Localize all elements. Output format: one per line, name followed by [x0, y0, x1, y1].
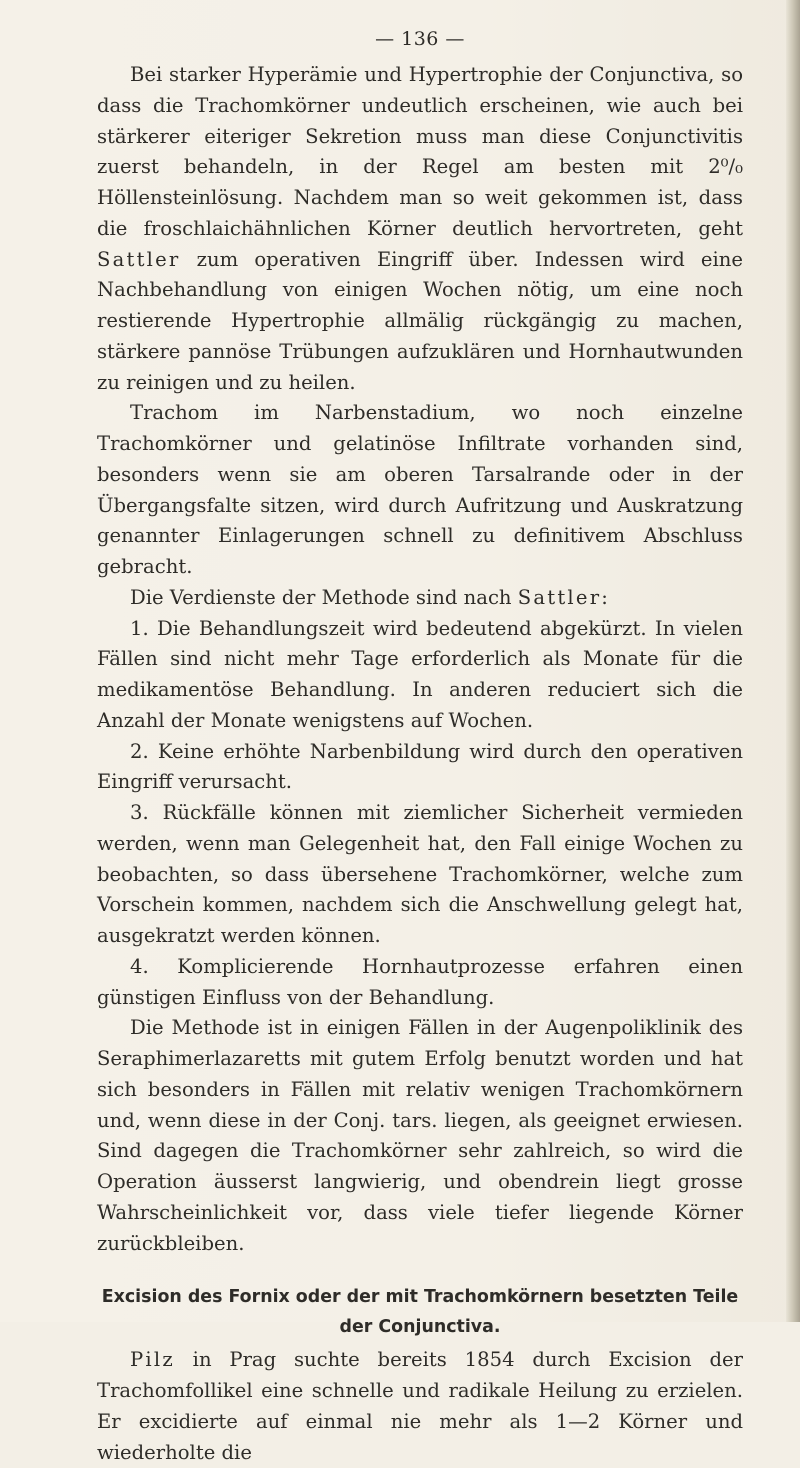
- author-name-pilz: Pilz: [130, 1348, 175, 1372]
- paragraph-pilz: [97, 1345, 743, 1468]
- paragraph-4-text: Die Verdienste der Methode sind nach: [130, 585, 512, 609]
- page-edge: [786, 0, 800, 1322]
- list-item-4: 4. Komplicierende Hornhautprozesse erfahren einen günstigen Einfluss von der Behandlung.: [97, 954, 743, 1009]
- paragraph-pilz-text: in Prag suchte bereits 1854 durch Excision der Trachomfollikel eine schnelle und radikale Heilung zu erzielen. Er excidierte auf einmal nie mehr als 1—2 Körner und wiederholte die: [97, 1348, 743, 1464]
- section-heading: Excision des Fornix oder der mit Trachomkörnern besetzten Teile der Conjunctiva.: [101, 1287, 739, 1338]
- page-content: [97, 24, 743, 1468]
- paragraph-1: [97, 60, 743, 398]
- colon: :: [601, 585, 608, 609]
- paragraph-2-text: zum operativen Eingriff über. Indessen wird eine Nachbehandlung von einigen Wochen nötig, um eine noch restierende Hypertrophie allmälig rückgängig zu machen, stärkere pannöse Trübungen aufzuklären und Hornhautwunden zu reinigen und zu heilen.: [97, 247, 743, 394]
- page-number: — 136 —: [375, 28, 465, 50]
- list-item-2: 2. Keine erhöhte Narbenbildung wird durch den operativen Eingriff verursacht.: [97, 739, 743, 794]
- paragraph-4: [97, 583, 743, 614]
- author-name-sattler: Sattler: [97, 247, 181, 271]
- list-item-3: 3. Rückfälle können mit ziemlicher Sicherheit vermieden werden, wenn man Gelegenheit hat, den Fall einige Wochen zu beobachten, so dass übersehene Trachomkörner, welche zum Vorschein kommen, nachdem sich die Anschwellung gelegt hat, ausgekratzt werden können.: [97, 801, 743, 947]
- paragraph-3: Trachom im Narbenstadium, wo noch einzelne Trachomkörner und gelatinöse Infiltrate vorhanden sind, besonders wenn sie am oberen Tarsalrande oder in der Übergangsfalte sitzen, wird durch Aufritzung und Auskratzung genannter Einlagerungen schnell zu definitivem Abschluss gebracht.: [97, 401, 743, 578]
- list-item-1: 1. Die Behandlungszeit wird bedeutend abgekürzt. In vielen Fällen sind nicht mehr Tage erforderlich als Monate für die medikamentöse Behandlung. In anderen reduciert sich die Anzahl der Monate wenigstens auf Wochen.: [97, 616, 743, 732]
- author-name-sattler-2: Sattler: [517, 585, 602, 609]
- paragraph-1-text: Bei starker Hyperämie und Hypertrophie der Conjunctiva, so dass die Trachomkörner undeutlich erscheinen, wie auch bei stärkerer eiteriger Sekretion muss man diese Conjunctivitis zuerst behandeln, in der Regel am besten mit 2⁰/₀ Höllensteinlösung. Nachdem man so weit gekommen ist, dass die froschlaichähnlichen Körner deutlich hervortreten, geht: [97, 63, 743, 240]
- paragraph-method: Die Methode ist in einigen Fällen in der Augenpoliklinik des Seraphimerlazaretts mit gutem Erfolg benutzt worden und hat sich besonders in Fällen mit relativ wenigen Trachomkörnern und, wenn diese in der Conj. tars. liegen, als geeignet erwiesen. Sind dagegen die Trachomkörner sehr zahlreich, so wird die Operation äusserst langwierig, und obendrein liegt grosse Wahrscheinlichkeit vor, dass viele tiefer liegende Körner zurückbleiben.: [97, 1016, 743, 1255]
